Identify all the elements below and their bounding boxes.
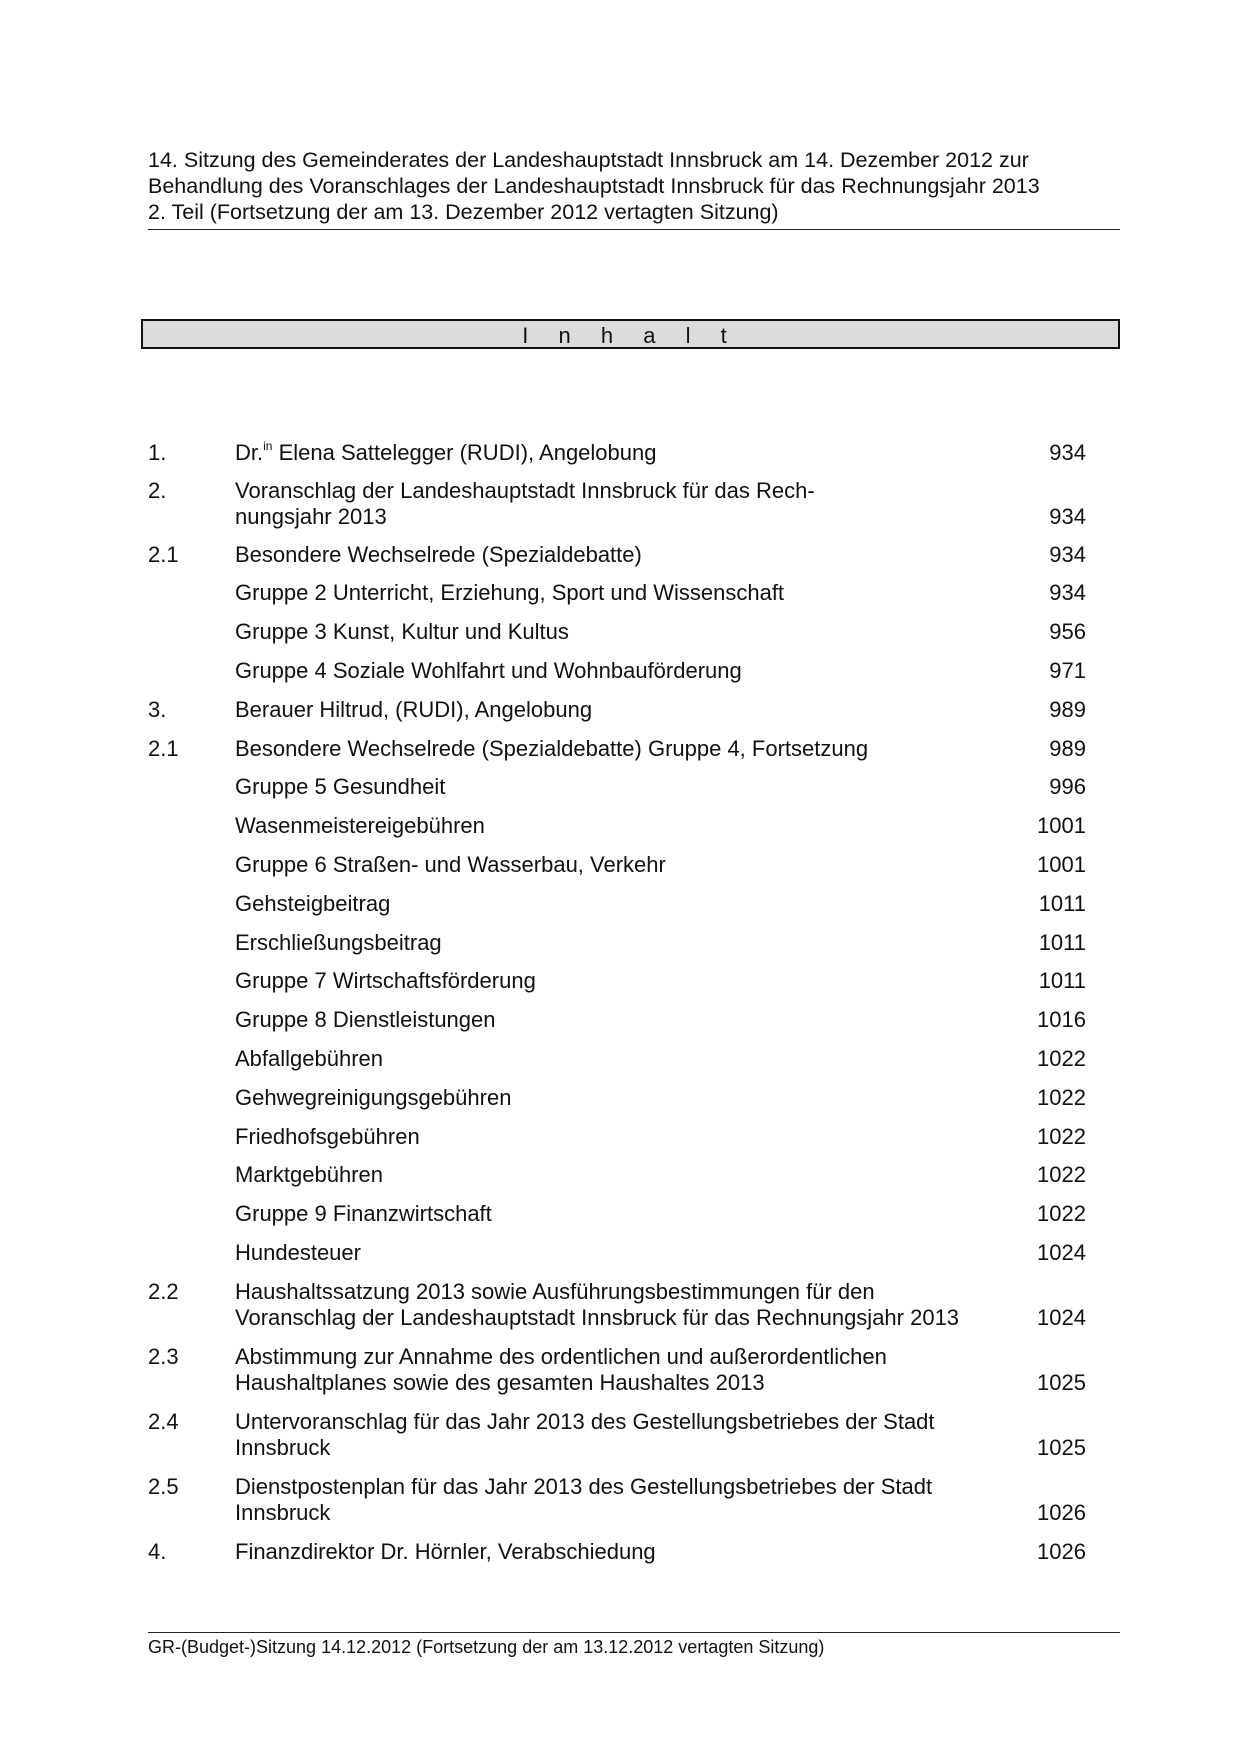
toc-entry [148, 1240, 1086, 1266]
toc-entry-title: Besondere Wechselrede (Spezialdebatte) [235, 542, 642, 567]
toc-entry-title: Abfallgebühren [235, 1046, 384, 1071]
header-line-2: Behandlung des Voranschlages der Landeshauptstadt Innsbruck für das Rechnungsjahr 2013 [148, 174, 1040, 198]
toc-entry-page: 1016 [1037, 1007, 1086, 1032]
toc-entry-page: 1022 [1037, 1124, 1086, 1149]
toc-entry-page: 934 [1049, 580, 1086, 605]
toc-entry [148, 697, 1086, 723]
toc-entry [148, 1046, 1086, 1072]
toc-entry-title: Hundesteuer [235, 1240, 361, 1265]
toc-entry-title: Abstimmung zur Annahme des ordentlichen und außerordentlichen Haushaltplanes sowie des gesamten Haushaltes 2013 [235, 1344, 887, 1395]
toc-entry [148, 891, 1086, 917]
toc-entry [148, 478, 1086, 530]
toc-entry-number: 1. [148, 440, 167, 465]
toc-entry-page: 989 [1049, 697, 1086, 722]
toc-entry-page: 1025 [1037, 1435, 1086, 1460]
toc-entry-title: Marktgebühren [235, 1162, 383, 1187]
toc-entry-title: Gruppe 3 Kunst, Kultur und Kultus [235, 619, 569, 644]
toc-entry-number: 2.1 [148, 736, 179, 761]
toc-entry [148, 813, 1086, 839]
toc-entry-page: 989 [1049, 736, 1086, 761]
toc-entry-number: 3. [148, 697, 167, 722]
toc-entry-page: 1022 [1037, 1162, 1086, 1187]
toc-entry-title: Gehsteigbeitrag [235, 891, 391, 916]
toc-entry-page: 934 [1049, 440, 1086, 465]
toc-entry-page: 1011 [1038, 891, 1086, 916]
document-footer [148, 1632, 1120, 1658]
toc-entry-title: Erschließungsbeitrag [235, 930, 442, 955]
toc-entry [148, 1201, 1086, 1227]
toc-entry-page: 1022 [1037, 1201, 1086, 1226]
toc-entry [148, 1344, 1086, 1396]
toc-entry-title: Dr.$^{in}$ Elena Sattelegger (RUDI), Angelobung [235, 439, 657, 465]
toc-entry-title: Besondere Wechselrede (Spezialdebatte) Gruppe 4, Fortsetzung [235, 736, 869, 761]
toc-entry-title: Gruppe 6 Straßen- und Wasserbau, Verkehr [235, 852, 666, 877]
toc-entry [148, 1409, 1086, 1461]
toc-entry [148, 852, 1086, 878]
toc-entry-title: Finanzdirektor Dr. Hörnler, Verabschiedung [235, 1539, 656, 1564]
toc-entry-page: 956 [1049, 619, 1086, 644]
toc-entry-page: 934 [1049, 542, 1086, 567]
toc-entry-title: Berauer Hiltrud, (RUDI), Angelobung [235, 697, 593, 722]
toc-entry [148, 580, 1086, 606]
toc-entry [148, 774, 1086, 800]
toc-entry [148, 658, 1086, 684]
toc-entry-title: Friedhofsgebühren [235, 1124, 420, 1149]
toc-entry-title: Gruppe 4 Soziale Wohlfahrt und Wohnbauförderung [235, 658, 742, 683]
toc-entry [148, 736, 1086, 762]
toc-entry [148, 1279, 1086, 1331]
toc-entry-page: 1026 [1037, 1539, 1086, 1564]
footer-text: GR-(Budget-)Sitzung 14.12.2012 (Fortsetzung der am 13.12.2012 vertagten Sitzung) [148, 1637, 825, 1657]
contents-title: I n h a l t [522, 323, 739, 348]
header-line-1: 14. Sitzung des Gemeinderates der Landeshauptstadt Innsbruck am 14. Dezember 2012 zur [148, 148, 1029, 172]
toc-entry-title: Gruppe 2 Unterricht, Erziehung, Sport und Wissenschaft [235, 580, 785, 605]
toc-entry-title: Gruppe 7 Wirtschaftsförderung [235, 968, 536, 993]
toc-entry-title: Gruppe 8 Dienstleistungen [235, 1007, 496, 1032]
toc-entry-title: Wasenmeistereigebühren [235, 813, 485, 838]
contents-title-box [141, 319, 1120, 349]
toc-entry-number: 2.1 [148, 542, 179, 567]
toc-entry-page: 971 [1049, 658, 1086, 683]
toc-entry-page: 1022 [1037, 1085, 1086, 1110]
toc-entry-page: 1026 [1037, 1500, 1086, 1525]
toc-entry-page: 1022 [1037, 1046, 1086, 1071]
toc-entry-number: 2.2 [148, 1279, 179, 1304]
toc-entry-title: Voranschlag der Landeshauptstadt Innsbruck für das Rech- nungsjahr 2013 [235, 478, 815, 529]
toc-entry-number: 2.3 [148, 1344, 179, 1369]
toc-entry [148, 1474, 1086, 1526]
toc-entry [148, 1124, 1086, 1150]
toc-entry-title: Dienstpostenplan für das Jahr 2013 des Gestellungsbetriebes der Stadt Innsbruck [235, 1474, 933, 1525]
toc-entry [148, 1007, 1086, 1033]
toc-entry-page: 1001 [1037, 813, 1086, 838]
toc-entry-page: 1024 [1037, 1305, 1086, 1330]
toc-entry [148, 1539, 1086, 1565]
toc-entry [148, 968, 1086, 994]
toc-entry-number: 2.5 [148, 1474, 179, 1499]
toc-entry-page: 1011 [1038, 930, 1086, 955]
toc-entry [148, 1162, 1086, 1188]
toc-entry-number: 2.4 [148, 1409, 179, 1434]
toc-entry-number: 4. [148, 1539, 167, 1564]
toc-entry-title: Haushaltssatzung 2013 sowie Ausführungsbestimmungen für den Voranschlag der Landeshauptstadt Innsbruck für das Rechnungsjahr 2013 [235, 1279, 960, 1330]
toc-entry [148, 930, 1086, 956]
document-header [148, 147, 1120, 230]
toc-entry-page: 1025 [1037, 1370, 1086, 1395]
toc-entry-page: 1001 [1037, 852, 1086, 877]
toc-entry-page: 934 [1049, 504, 1086, 529]
toc-entry [148, 542, 1086, 568]
toc-entry-title: Gehwegreinigungsgebühren [235, 1085, 512, 1110]
toc-entry-title: Untervoranschlag für das Jahr 2013 des Gestellungsbetriebes der Stadt Innsbruck [235, 1409, 935, 1460]
toc-entry-page: 1024 [1037, 1240, 1086, 1265]
toc-entry-number: 2. [148, 478, 167, 503]
header-line-3: 2. Teil (Fortsetzung der am 13. Dezember 2012 vertagten Sitzung) [148, 200, 779, 224]
toc-entry [148, 619, 1086, 645]
toc-entry-page: 1011 [1038, 968, 1086, 993]
toc-entry [148, 1085, 1086, 1111]
toc-entry-page: 996 [1049, 774, 1086, 799]
toc-entry-title: Gruppe 5 Gesundheit [235, 774, 446, 799]
toc-entry [148, 440, 1086, 466]
toc-entry-title: Gruppe 9 Finanzwirtschaft [235, 1201, 492, 1226]
